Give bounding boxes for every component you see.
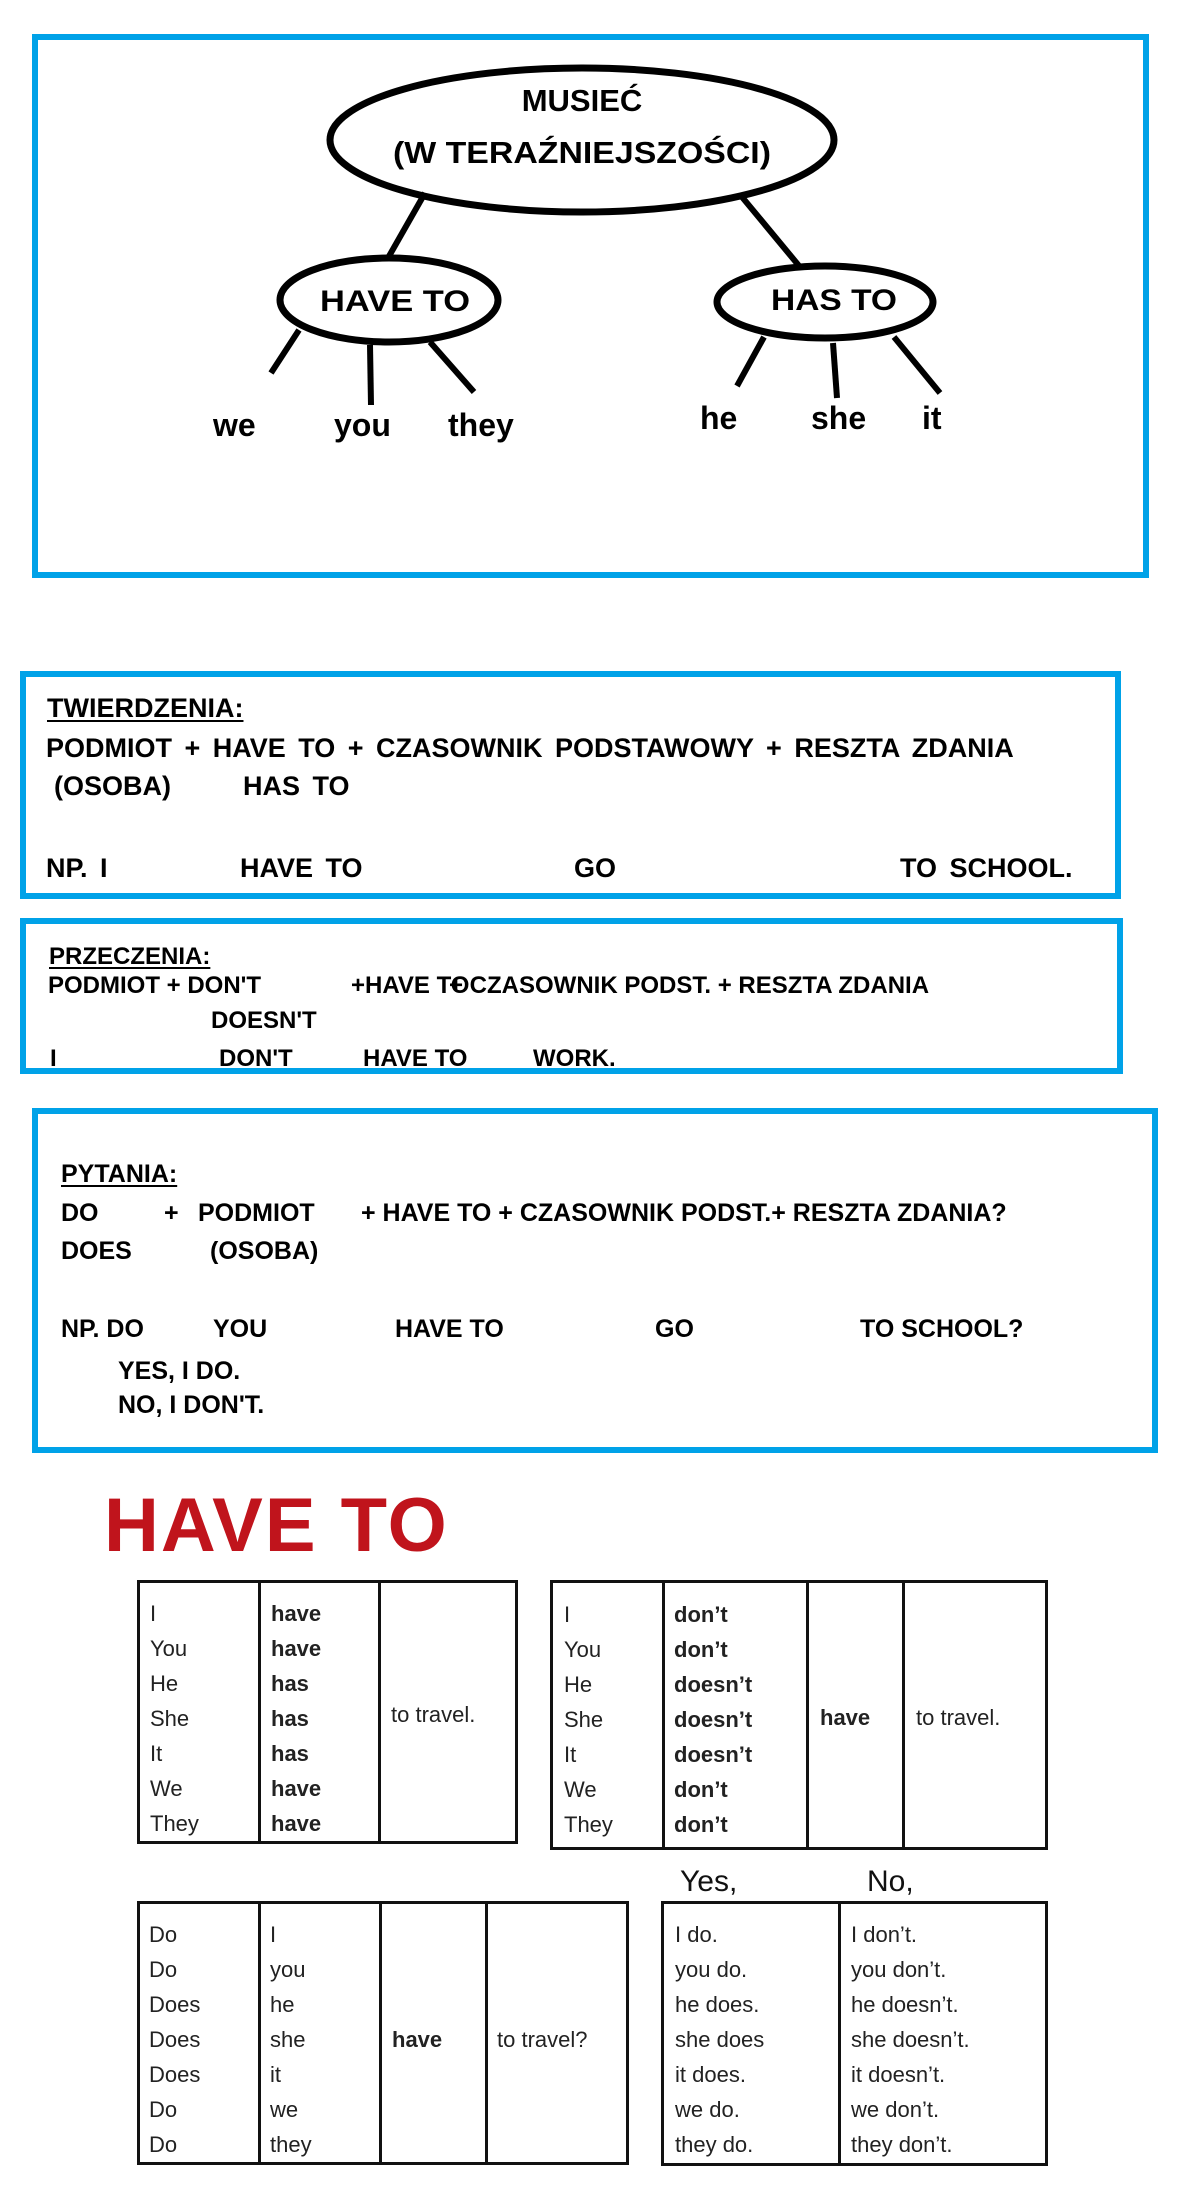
column-divider: [902, 1583, 905, 1847]
twierdzenia-sub-has-to: HAS TO: [243, 771, 350, 801]
negative-verb-cell: have: [820, 1705, 871, 1730]
branch-they-line: [430, 342, 474, 392]
pytania-example-rest: TO SCHOOL?: [860, 1315, 1024, 1343]
subject-cell: You: [150, 1636, 188, 1661]
no-answer-cell: they don’t.: [851, 2132, 953, 2157]
no-answer-cell: it doesn’t.: [851, 2062, 946, 2087]
have-to-node-label: HAVE TO: [320, 285, 470, 318]
aux-cell: Does: [149, 2027, 201, 2052]
aux-cell: Does: [149, 2062, 201, 2087]
subject-cell: it: [270, 2062, 281, 2087]
negative-aux-column: [674, 1597, 752, 1842]
subject-cell: You: [564, 1637, 602, 1662]
subject-cell: they: [270, 2132, 312, 2157]
root-label-line2: (W TERAŹNIEJSZOŚCI): [393, 135, 740, 170]
question-verb-cell: have: [392, 2027, 443, 2052]
przeczenia-heading: PRZECZENIA:: [49, 943, 211, 970]
negative-table: [550, 1580, 1048, 1850]
subject-cell: It: [564, 1742, 577, 1767]
twierdzenia-example-rest: TO SCHOOL.: [900, 853, 1073, 883]
negative-subjects-column: [564, 1597, 613, 1842]
no-label: No,: [867, 1865, 914, 1898]
pytania-example-have-to: HAVE TO: [395, 1315, 504, 1343]
yes-answer-cell: you do.: [675, 1957, 748, 1982]
subject-cell: you: [270, 1957, 306, 1982]
subject-cell: It: [150, 1741, 163, 1766]
aux-cell: doesn’t: [674, 1707, 753, 1732]
aux-cell: don’t: [674, 1812, 728, 1837]
yes-answer-cell: she does: [675, 2027, 765, 2052]
yes-answer-cell: it does.: [675, 2062, 746, 2087]
twierdzenia-example-verb: GO: [574, 853, 617, 883]
column-divider: [258, 1904, 261, 2162]
aux-cell: don’t: [674, 1637, 728, 1662]
subject-cell: I: [270, 1922, 277, 1947]
twierdzenia-example-subject: NP. I: [46, 853, 108, 883]
yes-answer-cell: we do.: [675, 2097, 740, 2122]
verb-cell: has: [271, 1706, 309, 1731]
subject-cell: He: [564, 1672, 593, 1697]
no-answer-cell: she doesn’t.: [851, 2027, 970, 2052]
column-divider: [378, 1583, 381, 1841]
yes-answer-cell: I do.: [675, 1922, 718, 1947]
have-to-title: HAVE TO: [104, 1483, 449, 1568]
leaf-you: you: [334, 407, 391, 443]
aux-cell: doesn’t: [674, 1742, 753, 1767]
subject-cell: He: [150, 1671, 179, 1696]
root-to-have-to-line: [388, 193, 425, 258]
yes-label: Yes,: [680, 1865, 738, 1898]
yes-answer-cell: they do.: [675, 2132, 754, 2157]
przeczenia-formula-part3: + CZASOWNIK PODST. + RESZTA ZDANIA: [449, 972, 930, 999]
pytania-example-go: GO: [655, 1315, 694, 1343]
subject-cell: I: [564, 1602, 571, 1627]
pytania-answer-yes: YES, I DO.: [118, 1357, 241, 1385]
question-subjects-column: [270, 1917, 312, 2162]
verb-cell: has: [271, 1741, 309, 1766]
answers-table: [661, 1901, 1048, 2166]
subject-cell: They: [564, 1812, 613, 1837]
subject-cell: We: [150, 1776, 183, 1801]
branch-she-line: [833, 343, 837, 398]
verb-cell: have: [271, 1601, 322, 1626]
pytania-formula-podmiot: PODMIOT: [198, 1199, 315, 1227]
leaf-he: he: [700, 400, 738, 436]
pytania-answer-no: NO, I DON'T.: [118, 1391, 265, 1419]
aux-cell: don’t: [674, 1777, 728, 1802]
twierdzenia-heading: TWIERDZENIA:: [47, 693, 244, 723]
no-answer-cell: I don’t.: [851, 1922, 918, 1947]
subject-cell: She: [564, 1707, 604, 1732]
pytania-heading: PYTANIA:: [61, 1160, 178, 1188]
aux-cell: doesn’t: [674, 1672, 753, 1697]
no-answers-column: [851, 1917, 970, 2162]
has-to-node-label: HAS TO: [771, 284, 897, 317]
aux-cell: don’t: [674, 1602, 728, 1627]
branch-you-line: [370, 345, 371, 405]
verb-cell: have: [271, 1776, 322, 1801]
przeczenia-example-rest: WORK.: [533, 1045, 616, 1072]
column-divider: [806, 1583, 809, 1847]
subject-cell: we: [270, 2097, 299, 2122]
column-divider: [838, 1904, 841, 2163]
negative-rest-cell: to travel.: [916, 1705, 1001, 1730]
twierdzenia-sub-osoba: (OSOBA): [54, 771, 171, 801]
twierdzenia-example-have-to: HAVE TO: [240, 853, 363, 883]
yes-answers-column: [675, 1917, 764, 2162]
przeczenia-example-subject: I: [50, 1045, 57, 1072]
column-divider: [379, 1904, 382, 2162]
question-rest-cell: to travel?: [497, 2027, 588, 2052]
leaf-it: it: [922, 400, 942, 436]
twierdzenia-formula: PODMIOT + HAVE TO + CZASOWNIK PODSTAWOWY + RESZTA ZDANIA: [46, 733, 1014, 763]
subject-cell: he: [270, 1992, 295, 2017]
no-answer-cell: we don’t.: [851, 2097, 940, 2122]
question-aux-column: [149, 1917, 200, 2162]
aux-cell: Do: [149, 2132, 178, 2157]
subject-cell: She: [150, 1706, 190, 1731]
no-answer-cell: he doesn’t.: [851, 1992, 959, 2017]
pytania-example-you: YOU: [213, 1315, 268, 1343]
subject-cell: We: [564, 1777, 597, 1802]
pytania-formula-rest: + HAVE TO + CZASOWNIK PODST.+ RESZTA ZDANIA?: [361, 1199, 1007, 1227]
root-label-line1: MUSIEĆ: [521, 83, 643, 118]
no-answer-cell: you don’t.: [851, 1957, 947, 1982]
column-divider: [485, 1904, 488, 2162]
aux-cell: Does: [149, 1992, 201, 2017]
verb-cell: have: [271, 1811, 322, 1836]
affirmative-rest-cell: to travel.: [391, 1702, 476, 1727]
subject-cell: They: [150, 1811, 199, 1836]
przeczenia-formula-part2: +HAVE TO: [351, 972, 470, 999]
yes-answer-cell: he does.: [675, 1992, 760, 2017]
affirmative-table: [137, 1580, 518, 1844]
branch-we-line: [271, 330, 299, 373]
aux-cell: Do: [149, 2097, 178, 2122]
pytania-sub-osoba: (OSOBA): [210, 1237, 319, 1265]
branch-he-line: [737, 337, 764, 386]
musiec-tree-diagram: [0, 0, 1196, 600]
leaf-we: we: [213, 407, 256, 443]
column-divider: [662, 1583, 665, 1847]
verb-cell: has: [271, 1671, 309, 1696]
branch-it-line: [894, 337, 940, 393]
pytania-formula-plus: +: [164, 1199, 179, 1227]
pytania-example-np-do: NP. DO: [61, 1315, 144, 1343]
przeczenia-example-have-to: HAVE TO: [363, 1045, 468, 1072]
przeczenia-formula-part1: PODMIOT + DON'T: [48, 972, 262, 999]
subject-cell: I: [150, 1601, 157, 1626]
question-table: [137, 1901, 629, 2165]
przeczenia-sub-doesnt: DOESN'T: [211, 1007, 317, 1034]
pytania-formula-do: DO: [61, 1199, 99, 1227]
leaf-they: they: [448, 407, 514, 443]
pytania-sub-does: DOES: [61, 1237, 132, 1265]
leaf-she: she: [811, 400, 867, 436]
aux-cell: Do: [149, 1922, 178, 1947]
affirmative-verbs-column: [271, 1596, 321, 1841]
verb-cell: have: [271, 1636, 322, 1661]
affirmative-subjects-column: [150, 1596, 199, 1841]
przeczenia-example-dont: DON'T: [219, 1045, 293, 1072]
root-to-has-to-line: [742, 197, 800, 267]
aux-cell: Do: [149, 1957, 178, 1982]
column-divider: [258, 1583, 261, 1841]
subject-cell: she: [270, 2027, 306, 2052]
